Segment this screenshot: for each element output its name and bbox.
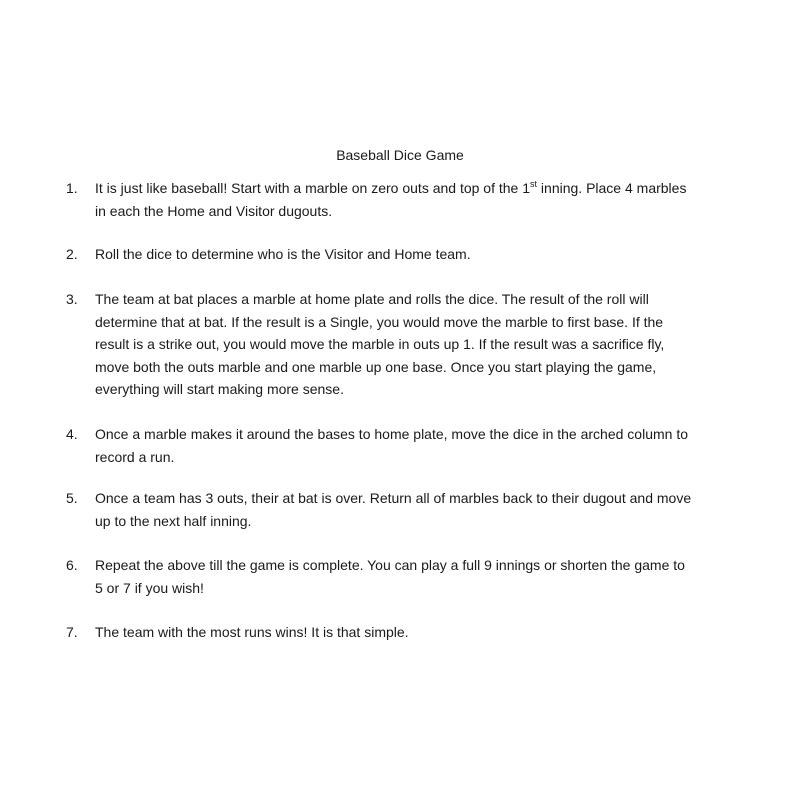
text-line: result is a strike out, you would move the marble in outs up 1. If the result was a sacrifice fly,	[95, 336, 665, 352]
list-item-number: 6.	[66, 557, 78, 573]
list-item-text	[95, 288, 766, 401]
text-line: determine that at bat. If the result is a Single, you would move the marble to first base. If the	[95, 313, 664, 330]
text-line: The team at bat places a marble at home plate and rolls the dice. The result of the roll will	[95, 291, 649, 307]
text-line: 5 or 7 if you wish!	[95, 579, 204, 596]
list-item-number: 3.	[66, 291, 78, 307]
text-line: up to the next half inning.	[95, 512, 252, 529]
list-item-text	[95, 243, 766, 266]
list-item-text	[95, 423, 766, 468]
text-line: everything will start making more sense.	[95, 381, 344, 397]
list-item-number: 1.	[66, 180, 78, 196]
list-item-number: 5.	[66, 490, 78, 506]
text-line: Roll the dice to determine who is the Visitor and Home team.	[95, 246, 471, 262]
list-item-text	[95, 177, 766, 222]
text-line: It is just like baseball! Start with a marble on zero outs and top of the 1st inning. Place 4 marbles	[95, 179, 687, 196]
ordinal-superscript: st	[530, 179, 538, 189]
text-line: The team with the most runs wins! It is that simple.	[95, 624, 409, 640]
text-line: Repeat the above till the game is complete. You can play a full 9 innings or shorten the game to	[95, 557, 685, 573]
text-line: move both the outs marble and one marble up one base. Once you start playing the game,	[95, 358, 657, 375]
list-item-number: 4.	[66, 426, 78, 442]
text-line: Once a team has 3 outs, their at bat is over. Return all of marbles back to their dugout and move	[95, 490, 692, 506]
page-title: Baseball Dice Game	[336, 147, 464, 163]
text-line: record a run.	[95, 448, 175, 465]
text-line: Once a marble makes it around the bases to home plate, move the dice in the arched column to	[95, 426, 688, 442]
list-item-text	[95, 487, 766, 532]
list-item-text	[95, 621, 766, 644]
list-item-number: 2.	[66, 246, 78, 262]
list-item-text	[95, 554, 766, 599]
list-item-number: 7.	[66, 624, 78, 640]
text-line: in each the Home and Visitor dugouts.	[95, 202, 333, 219]
